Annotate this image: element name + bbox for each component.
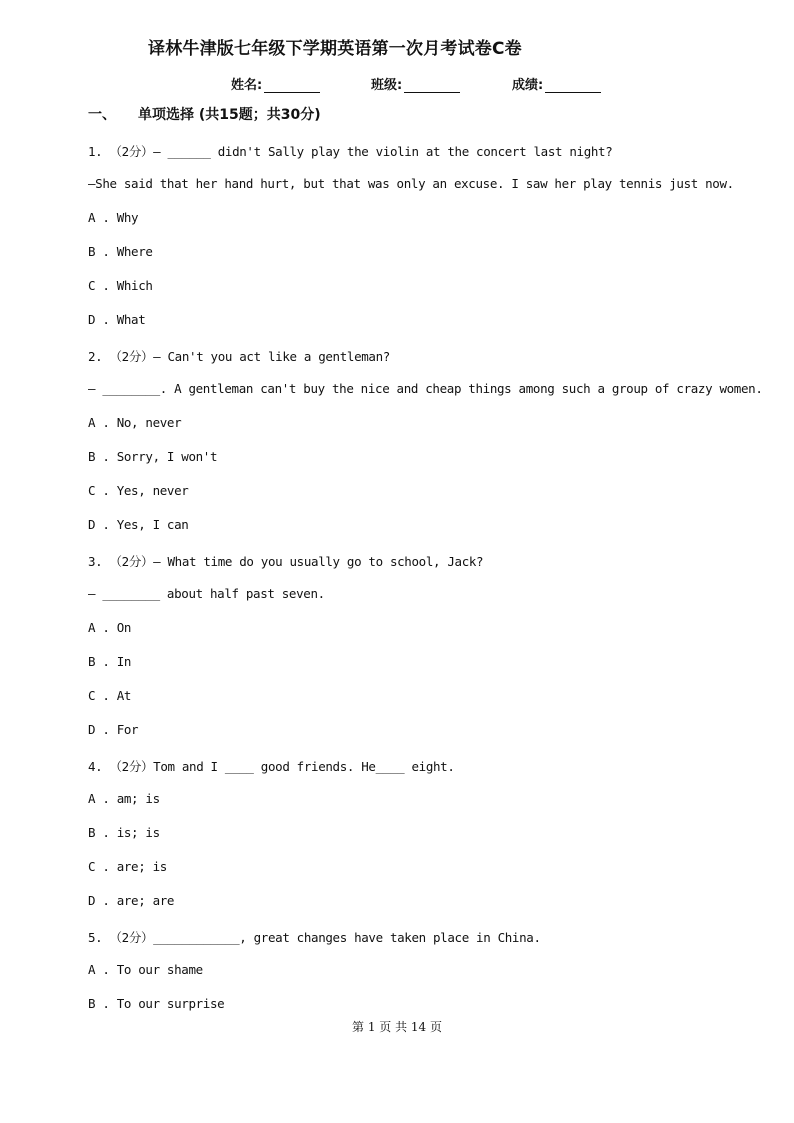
option-line: B . Where <box>88 244 153 259</box>
question-line: 4. （2分）Tom and I ____ good friends. He____ eight. <box>88 759 455 774</box>
option-line: A . am; is <box>88 791 160 806</box>
option-line: B . is; is <box>88 825 160 840</box>
score-label: 成绩: <box>512 78 544 93</box>
name-blank <box>264 78 320 93</box>
option-line: B . Sorry, I won't <box>88 449 218 464</box>
class-field <box>371 74 460 93</box>
option-line: A . Why <box>88 210 139 225</box>
option-line: D . Yes, I can <box>88 517 189 532</box>
section-title: 单项选择 (共15题；共30分) <box>138 107 321 123</box>
option-line: A . On <box>88 620 132 635</box>
option-line: C . Which <box>88 278 153 293</box>
option-line: C . are; is <box>88 859 167 874</box>
option-line: D . are; are <box>88 893 175 908</box>
option-line: A . To our shame <box>88 962 203 977</box>
option-line: D . What <box>88 312 146 327</box>
question-line: — ________ about half past seven. <box>88 586 325 601</box>
option-line: C . Yes, never <box>88 483 189 498</box>
score-field <box>512 74 601 93</box>
option-line: C . At <box>88 688 132 703</box>
exam-title: 译林牛津版七年级下学期英语第一次月考试卷C卷 <box>148 39 522 59</box>
question-line: 5. （2分）____________, great changes have taken place in China. <box>88 930 541 945</box>
class-label: 班级: <box>371 78 403 93</box>
student-info-row <box>0 74 794 94</box>
option-line: B . To our surprise <box>88 996 225 1011</box>
option-line: B . In <box>88 654 132 669</box>
option-line: D . For <box>88 722 139 737</box>
question-line: 2. （2分）— Can't you act like a gentleman? <box>88 349 390 364</box>
question-line: 1. （2分）— ______ didn't Sally play the violin at the concert last night? <box>88 144 613 159</box>
section-number: 一、 <box>88 107 116 123</box>
question-line: — ________. A gentleman can't buy the nice and cheap things among such a group of crazy women. <box>88 381 763 396</box>
class-blank <box>404 78 460 93</box>
name-label: 姓名: <box>231 78 263 93</box>
score-blank <box>545 78 601 93</box>
question-line: 3. （2分）— What time do you usually go to school, Jack? <box>88 554 484 569</box>
name-field <box>231 74 320 93</box>
section-heading <box>88 104 321 124</box>
option-line: A . No, never <box>88 415 182 430</box>
question-line: —She said that her hand hurt, but that was only an excuse. I saw her play tennis just now. <box>88 176 734 191</box>
page-footer: 第 1 页 共 14 页 <box>352 1020 442 1034</box>
